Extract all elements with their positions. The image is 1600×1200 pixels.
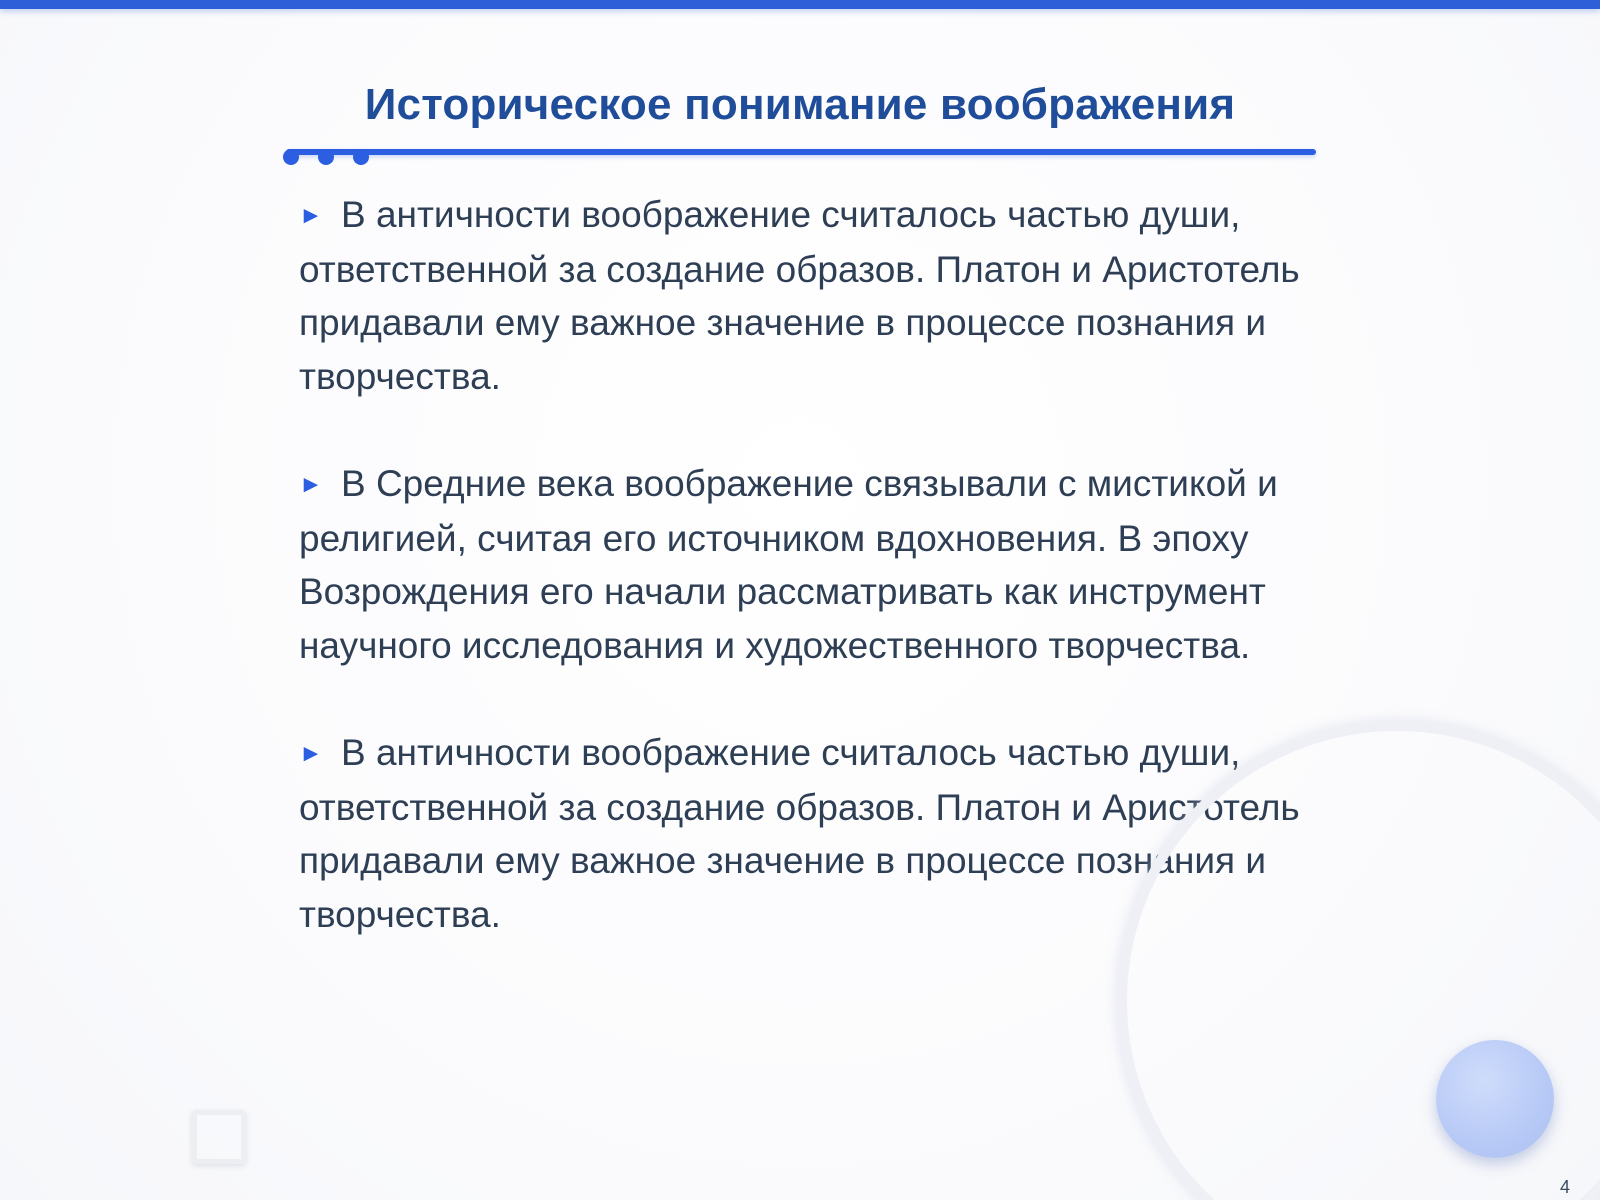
triangle-bullet-icon: ► — [299, 471, 323, 498]
bullet-text: В античности воображение считалось частью души, ответственной за создание образов. Платон и Аристотель придавали ему важное значение в процессе познания и творчества. — [299, 732, 1300, 935]
triangle-bullet-icon: ► — [299, 740, 323, 767]
decorative-dot — [283, 149, 299, 165]
decorative-square — [192, 1110, 246, 1164]
decorative-dot — [318, 149, 334, 165]
bullet-item — [299, 188, 1309, 403]
decorative-dot — [353, 149, 369, 165]
bullet-text: В Средние века воображение связывали с мистикой и религией, считая его источником вдохновения. В эпоху Возрождения его начали рассматривать как инструмент научного исследования и художественного творчества. — [299, 463, 1278, 666]
slide-title: Историческое понимание воображения — [364, 80, 1236, 129]
bullet-item — [299, 457, 1309, 672]
decorative-bubble — [1436, 1040, 1554, 1158]
page-number: 4 — [1559, 1177, 1570, 1197]
top-accent-bar — [0, 0, 1600, 9]
bullet-text: В античности воображение считалось частью души, ответственной за создание образов. Платон и Аристотель придавали ему важное значение в процессе познания и творчества. — [299, 194, 1300, 397]
triangle-bullet-icon: ► — [299, 202, 323, 229]
title-underline — [286, 149, 1316, 155]
